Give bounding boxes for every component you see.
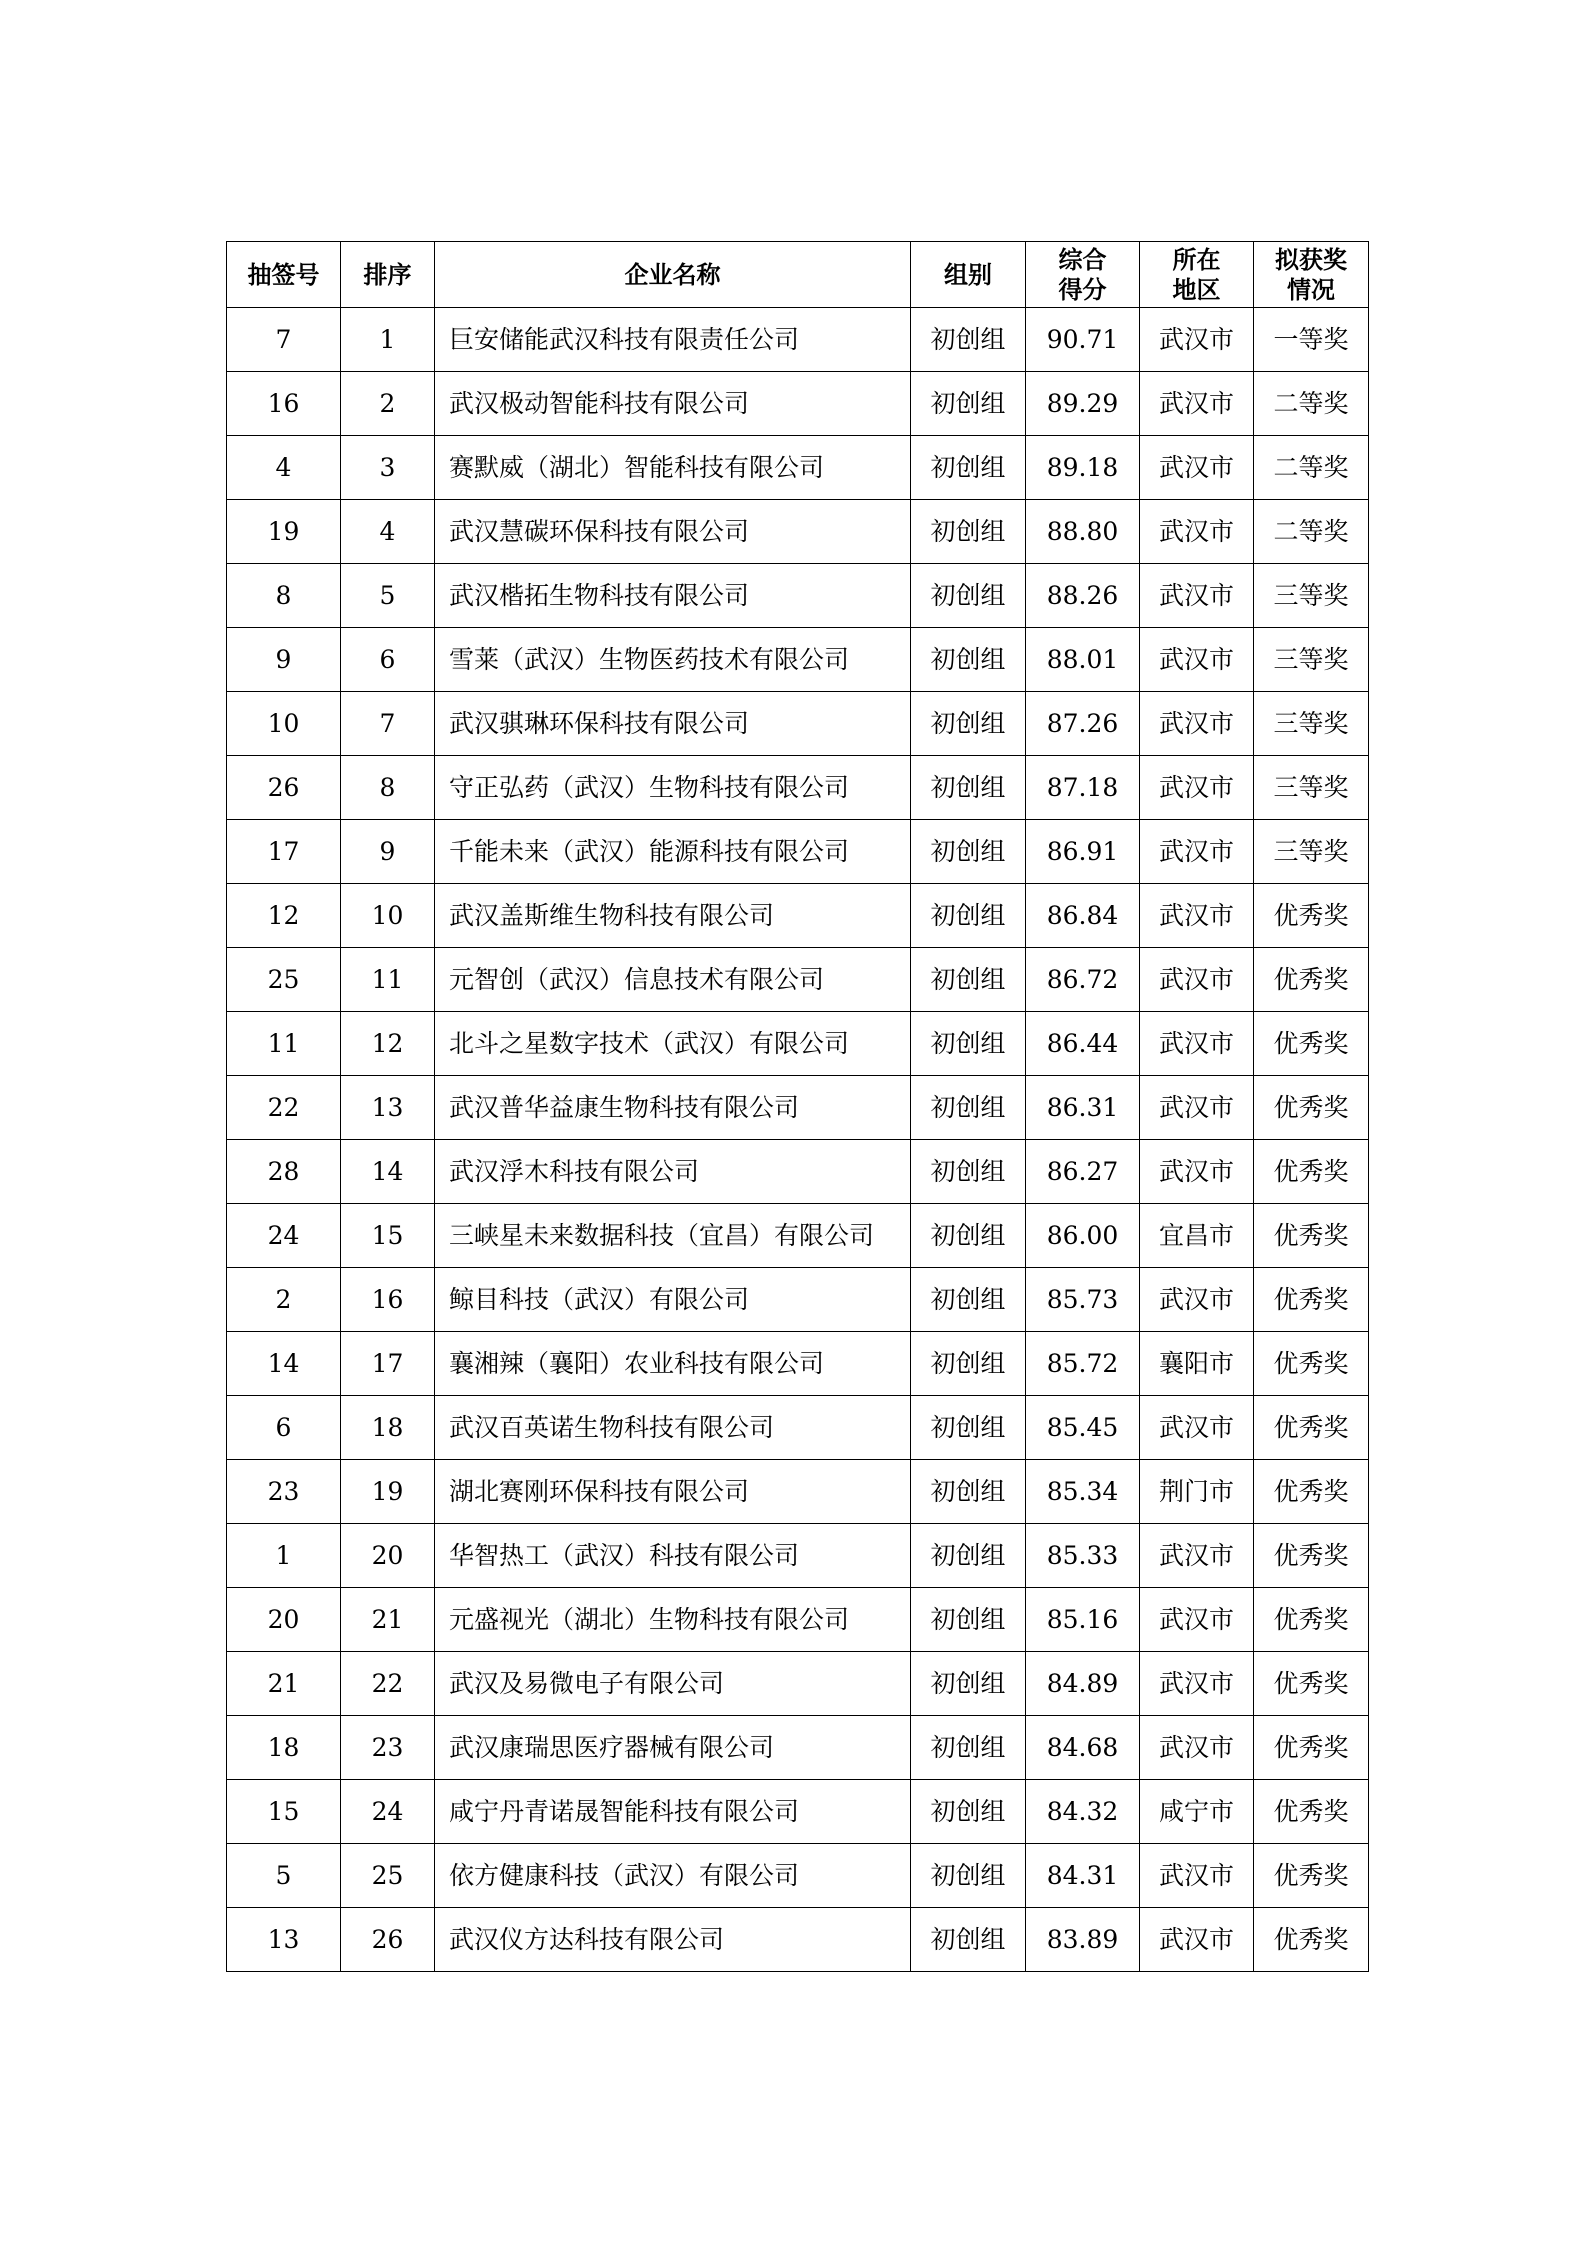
group-cell: 初创组 [911, 564, 1026, 628]
draw-number-cell: 22 [227, 1076, 341, 1140]
award-cell: 优秀奖 [1254, 1844, 1369, 1908]
draw-number-cell: 21 [227, 1652, 341, 1716]
company-name-cell: 巨安储能武汉科技有限责任公司 [435, 308, 911, 372]
table-row [227, 948, 1369, 1012]
header-label: 组别 [944, 260, 992, 289]
company-name-cell: 武汉康瑞思医疗器械有限公司 [435, 1716, 911, 1780]
table-row [227, 692, 1369, 756]
company-name-cell: 武汉楷拓生物科技有限公司 [435, 564, 911, 628]
award-cell: 三等奖 [1254, 628, 1369, 692]
header-group [911, 242, 1026, 308]
draw-number-cell: 10 [227, 692, 341, 756]
group-cell: 初创组 [911, 500, 1026, 564]
draw-number-cell: 6 [227, 1396, 341, 1460]
table-row [227, 1780, 1369, 1844]
group-cell: 初创组 [911, 692, 1026, 756]
draw-number-cell: 28 [227, 1140, 341, 1204]
region-cell: 武汉市 [1140, 628, 1254, 692]
score-cell: 88.80 [1026, 500, 1140, 564]
table-row [227, 500, 1369, 564]
rank-cell: 9 [341, 820, 435, 884]
header-label: 拟获奖 情况 [1275, 245, 1347, 304]
draw-number-cell: 9 [227, 628, 341, 692]
company-name-cell: 武汉及易微电子有限公司 [435, 1652, 911, 1716]
header-row [227, 242, 1369, 308]
group-cell: 初创组 [911, 1268, 1026, 1332]
region-cell: 武汉市 [1140, 820, 1254, 884]
company-name-cell: 依方健康科技（武汉）有限公司 [435, 1844, 911, 1908]
score-cell: 89.18 [1026, 436, 1140, 500]
score-cell: 88.26 [1026, 564, 1140, 628]
draw-number-cell: 19 [227, 500, 341, 564]
table-row [227, 884, 1369, 948]
draw-number-cell: 1 [227, 1524, 341, 1588]
rank-cell: 6 [341, 628, 435, 692]
table-row [227, 1076, 1369, 1140]
region-cell: 武汉市 [1140, 1716, 1254, 1780]
score-cell: 86.00 [1026, 1204, 1140, 1268]
draw-number-cell: 20 [227, 1588, 341, 1652]
rank-cell: 8 [341, 756, 435, 820]
rank-cell: 18 [341, 1396, 435, 1460]
table-row [227, 628, 1369, 692]
award-cell: 优秀奖 [1254, 1908, 1369, 1972]
award-cell: 优秀奖 [1254, 1140, 1369, 1204]
company-name-cell: 北斗之星数字技术（武汉）有限公司 [435, 1012, 911, 1076]
company-name-cell: 武汉极动智能科技有限公司 [435, 372, 911, 436]
rank-cell: 23 [341, 1716, 435, 1780]
group-cell: 初创组 [911, 820, 1026, 884]
draw-number-cell: 4 [227, 436, 341, 500]
score-cell: 86.72 [1026, 948, 1140, 1012]
company-name-cell: 武汉慧碳环保科技有限公司 [435, 500, 911, 564]
rank-cell: 19 [341, 1460, 435, 1524]
score-cell: 87.18 [1026, 756, 1140, 820]
table-row [227, 1524, 1369, 1588]
table-row [227, 1652, 1369, 1716]
table-row [227, 372, 1369, 436]
draw-number-cell: 2 [227, 1268, 341, 1332]
group-cell: 初创组 [911, 1140, 1026, 1204]
group-cell: 初创组 [911, 308, 1026, 372]
award-cell: 一等奖 [1254, 308, 1369, 372]
award-cell: 优秀奖 [1254, 1652, 1369, 1716]
award-cell: 优秀奖 [1254, 1268, 1369, 1332]
score-cell: 85.73 [1026, 1268, 1140, 1332]
draw-number-cell: 25 [227, 948, 341, 1012]
table-row [227, 1140, 1369, 1204]
score-cell: 86.84 [1026, 884, 1140, 948]
region-cell: 武汉市 [1140, 1140, 1254, 1204]
region-cell: 武汉市 [1140, 372, 1254, 436]
company-name-cell: 守正弘药（武汉）生物科技有限公司 [435, 756, 911, 820]
table-row [227, 1844, 1369, 1908]
rank-cell: 15 [341, 1204, 435, 1268]
region-cell: 武汉市 [1140, 308, 1254, 372]
draw-number-cell: 17 [227, 820, 341, 884]
rank-cell: 26 [341, 1908, 435, 1972]
table-row [227, 308, 1369, 372]
draw-number-cell: 5 [227, 1844, 341, 1908]
draw-number-cell: 16 [227, 372, 341, 436]
region-cell: 武汉市 [1140, 1524, 1254, 1588]
score-cell: 89.29 [1026, 372, 1140, 436]
header-region [1140, 242, 1254, 308]
score-cell: 90.71 [1026, 308, 1140, 372]
group-cell: 初创组 [911, 1460, 1026, 1524]
score-cell: 86.44 [1026, 1012, 1140, 1076]
header-total-score [1026, 242, 1140, 308]
draw-number-cell: 24 [227, 1204, 341, 1268]
group-cell: 初创组 [911, 1652, 1026, 1716]
region-cell: 武汉市 [1140, 1076, 1254, 1140]
header-award [1254, 242, 1369, 308]
company-name-cell: 雪莱（武汉）生物医药技术有限公司 [435, 628, 911, 692]
score-cell: 84.32 [1026, 1780, 1140, 1844]
region-cell: 武汉市 [1140, 1588, 1254, 1652]
group-cell: 初创组 [911, 756, 1026, 820]
rank-cell: 3 [341, 436, 435, 500]
group-cell: 初创组 [911, 1204, 1026, 1268]
draw-number-cell: 26 [227, 756, 341, 820]
draw-number-cell: 23 [227, 1460, 341, 1524]
region-cell: 咸宁市 [1140, 1780, 1254, 1844]
header-label: 排序 [363, 260, 412, 289]
group-cell: 初创组 [911, 1716, 1026, 1780]
award-cell: 二等奖 [1254, 500, 1369, 564]
rank-cell: 10 [341, 884, 435, 948]
group-cell: 初创组 [911, 436, 1026, 500]
company-name-cell: 武汉盖斯维生物科技有限公司 [435, 884, 911, 948]
region-cell: 武汉市 [1140, 1396, 1254, 1460]
score-cell: 88.01 [1026, 628, 1140, 692]
rank-cell: 21 [341, 1588, 435, 1652]
region-cell: 宜昌市 [1140, 1204, 1254, 1268]
award-cell: 优秀奖 [1254, 1204, 1369, 1268]
table-body [227, 308, 1369, 1972]
header-draw-number [227, 242, 341, 308]
group-cell: 初创组 [911, 1588, 1026, 1652]
company-name-cell: 湖北赛刚环保科技有限公司 [435, 1460, 911, 1524]
group-cell: 初创组 [911, 628, 1026, 692]
award-cell: 优秀奖 [1254, 1716, 1369, 1780]
score-cell: 84.31 [1026, 1844, 1140, 1908]
region-cell: 武汉市 [1140, 756, 1254, 820]
draw-number-cell: 7 [227, 308, 341, 372]
rank-cell: 11 [341, 948, 435, 1012]
region-cell: 襄阳市 [1140, 1332, 1254, 1396]
rank-cell: 2 [341, 372, 435, 436]
table-row [227, 436, 1369, 500]
draw-number-cell: 13 [227, 1908, 341, 1972]
score-cell: 87.26 [1026, 692, 1140, 756]
rank-cell: 13 [341, 1076, 435, 1140]
rank-cell: 22 [341, 1652, 435, 1716]
score-cell: 86.27 [1026, 1140, 1140, 1204]
award-cell: 优秀奖 [1254, 1524, 1369, 1588]
score-cell: 86.91 [1026, 820, 1140, 884]
company-name-cell: 鲸目科技（武汉）有限公司 [435, 1268, 911, 1332]
rank-cell: 14 [341, 1140, 435, 1204]
table-row [227, 1908, 1369, 1972]
award-cell: 二等奖 [1254, 372, 1369, 436]
rank-cell: 20 [341, 1524, 435, 1588]
score-cell: 84.68 [1026, 1716, 1140, 1780]
region-cell: 武汉市 [1140, 1268, 1254, 1332]
table-row [227, 820, 1369, 884]
table-row [227, 1332, 1369, 1396]
header-company-name [435, 242, 911, 308]
header-rank [341, 242, 435, 308]
company-name-cell: 襄湘辣（襄阳）农业科技有限公司 [435, 1332, 911, 1396]
award-cell: 优秀奖 [1254, 1460, 1369, 1524]
score-cell: 85.34 [1026, 1460, 1140, 1524]
region-cell: 武汉市 [1140, 948, 1254, 1012]
region-cell: 武汉市 [1140, 884, 1254, 948]
table-row [227, 1204, 1369, 1268]
header-label: 企业名称 [624, 260, 721, 289]
group-cell: 初创组 [911, 372, 1026, 436]
rank-cell: 17 [341, 1332, 435, 1396]
group-cell: 初创组 [911, 1012, 1026, 1076]
draw-number-cell: 18 [227, 1716, 341, 1780]
group-cell: 初创组 [911, 1396, 1026, 1460]
score-cell: 83.89 [1026, 1908, 1140, 1972]
group-cell: 初创组 [911, 1332, 1026, 1396]
region-cell: 武汉市 [1140, 500, 1254, 564]
draw-number-cell: 8 [227, 564, 341, 628]
company-name-cell: 武汉百英诺生物科技有限公司 [435, 1396, 911, 1460]
table-header [227, 242, 1369, 308]
rank-cell: 4 [341, 500, 435, 564]
header-label: 综合 得分 [1058, 245, 1107, 304]
company-name-cell: 武汉普华益康生物科技有限公司 [435, 1076, 911, 1140]
rank-cell: 5 [341, 564, 435, 628]
table-row [227, 1268, 1369, 1332]
draw-number-cell: 14 [227, 1332, 341, 1396]
award-cell: 优秀奖 [1254, 1076, 1369, 1140]
rank-cell: 25 [341, 1844, 435, 1908]
score-cell: 85.16 [1026, 1588, 1140, 1652]
draw-number-cell: 11 [227, 1012, 341, 1076]
region-cell: 武汉市 [1140, 1012, 1254, 1076]
table-row [227, 564, 1369, 628]
draw-number-cell: 15 [227, 1780, 341, 1844]
score-cell: 85.33 [1026, 1524, 1140, 1588]
group-cell: 初创组 [911, 1780, 1026, 1844]
company-name-cell: 咸宁丹青诺晟智能科技有限公司 [435, 1780, 911, 1844]
region-cell: 武汉市 [1140, 436, 1254, 500]
region-cell: 武汉市 [1140, 1908, 1254, 1972]
company-name-cell: 千能未来（武汉）能源科技有限公司 [435, 820, 911, 884]
group-cell: 初创组 [911, 1908, 1026, 1972]
score-cell: 85.45 [1026, 1396, 1140, 1460]
rank-cell: 24 [341, 1780, 435, 1844]
header-label: 抽签号 [247, 260, 320, 289]
region-cell: 武汉市 [1140, 564, 1254, 628]
rank-cell: 12 [341, 1012, 435, 1076]
company-name-cell: 元盛视光（湖北）生物科技有限公司 [435, 1588, 911, 1652]
group-cell: 初创组 [911, 884, 1026, 948]
score-cell: 85.72 [1026, 1332, 1140, 1396]
award-cell: 优秀奖 [1254, 1012, 1369, 1076]
award-cell: 三等奖 [1254, 756, 1369, 820]
region-cell: 荆门市 [1140, 1460, 1254, 1524]
award-cell: 优秀奖 [1254, 1396, 1369, 1460]
header-label: 所在 地区 [1172, 245, 1221, 304]
table-row [227, 1396, 1369, 1460]
region-cell: 武汉市 [1140, 1844, 1254, 1908]
draw-number-cell: 12 [227, 884, 341, 948]
award-results-table [226, 241, 1369, 1972]
table-row [227, 756, 1369, 820]
table-row [227, 1716, 1369, 1780]
company-name-cell: 武汉浮木科技有限公司 [435, 1140, 911, 1204]
company-name-cell: 赛默威（湖北）智能科技有限公司 [435, 436, 911, 500]
table-row [227, 1460, 1369, 1524]
group-cell: 初创组 [911, 948, 1026, 1012]
award-cell: 优秀奖 [1254, 1332, 1369, 1396]
rank-cell: 7 [341, 692, 435, 756]
score-cell: 86.31 [1026, 1076, 1140, 1140]
award-cell: 优秀奖 [1254, 1780, 1369, 1844]
company-name-cell: 三峡星未来数据科技（宜昌）有限公司 [435, 1204, 911, 1268]
table-row [227, 1588, 1369, 1652]
award-cell: 二等奖 [1254, 436, 1369, 500]
rank-cell: 16 [341, 1268, 435, 1332]
award-cell: 优秀奖 [1254, 1588, 1369, 1652]
region-cell: 武汉市 [1140, 692, 1254, 756]
award-cell: 三等奖 [1254, 564, 1369, 628]
award-cell: 三等奖 [1254, 820, 1369, 884]
region-cell: 武汉市 [1140, 1652, 1254, 1716]
company-name-cell: 武汉骐琳环保科技有限公司 [435, 692, 911, 756]
company-name-cell: 元智创（武汉）信息技术有限公司 [435, 948, 911, 1012]
group-cell: 初创组 [911, 1524, 1026, 1588]
company-name-cell: 华智热工（武汉）科技有限公司 [435, 1524, 911, 1588]
score-cell: 84.89 [1026, 1652, 1140, 1716]
award-cell: 三等奖 [1254, 692, 1369, 756]
award-cell: 优秀奖 [1254, 948, 1369, 1012]
award-cell: 优秀奖 [1254, 884, 1369, 948]
rank-cell: 1 [341, 308, 435, 372]
table-row [227, 1012, 1369, 1076]
group-cell: 初创组 [911, 1844, 1026, 1908]
group-cell: 初创组 [911, 1076, 1026, 1140]
company-name-cell: 武汉仪方达科技有限公司 [435, 1908, 911, 1972]
